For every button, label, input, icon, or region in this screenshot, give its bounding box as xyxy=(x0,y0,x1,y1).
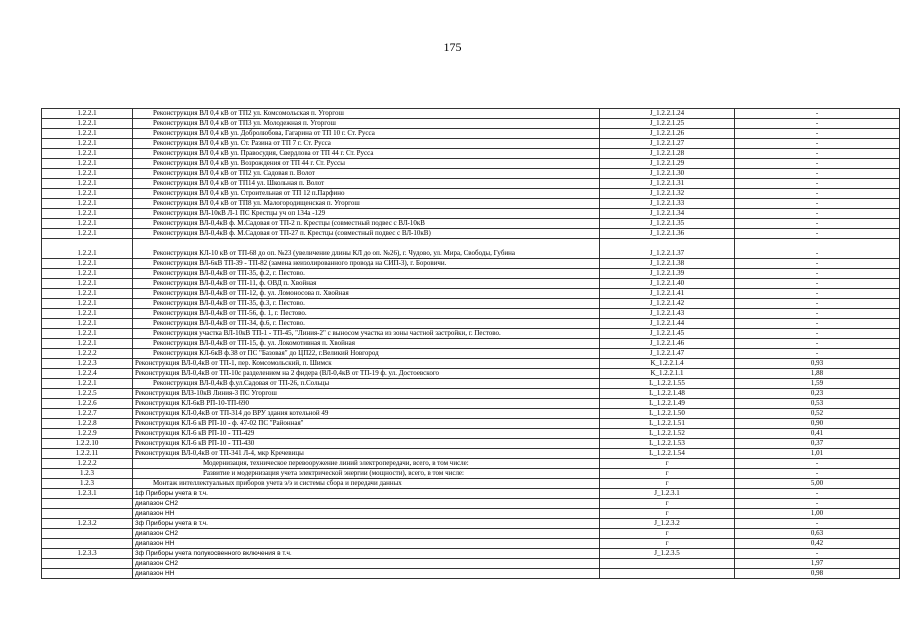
row-value: - xyxy=(735,469,900,479)
row-code: J_1.2.3.1 xyxy=(600,489,735,499)
row-number: 1.2.2.1 xyxy=(42,379,133,389)
row-value: 0,63 xyxy=(735,529,900,539)
row-number: 1.2.2.1 xyxy=(42,149,133,159)
row-name: Реконструкция ВЛ 0,4 кВ от ТП2 ул. Садовая п. Волот xyxy=(133,169,600,179)
table-row xyxy=(42,349,900,359)
row-number: 1.2.2.1 xyxy=(42,319,133,329)
row-name: диапазон СН2 xyxy=(133,529,600,539)
row-number: 1.2.2.5 xyxy=(42,389,133,399)
row-code: г xyxy=(600,459,735,469)
row-number: 1.2.2.1 xyxy=(42,219,133,229)
row-name: Реконструкция ВЛЗ-10кВ Линия-3 ПС Угоргош xyxy=(133,389,600,399)
table-row xyxy=(42,199,900,209)
row-code: J_1.2.2.1.46 xyxy=(600,339,735,349)
row-number: 1.2.2.1 xyxy=(42,209,133,219)
row-name: 3ф Приборы учета в т.ч. xyxy=(133,519,600,529)
table-row xyxy=(42,299,900,309)
row-code: J_1.2.2.1.47 xyxy=(600,349,735,359)
row-number: 1.2.3.2 xyxy=(42,519,133,529)
row-value: - xyxy=(735,219,900,229)
row-value: - xyxy=(735,149,900,159)
row-code: L_1.2.2.1.51 xyxy=(600,419,735,429)
table-row xyxy=(42,219,900,229)
row-name: Реконструкция КЛ-10 кВ от ТП-68 до оп. №23 (увеличение длины КЛ до оп. №26), г. Чудово, ул. Мира, Свободы, Губина xyxy=(133,239,600,259)
row-name: Реконструкция КЛ-6 кВ РП-10 - ТП-430 xyxy=(133,439,600,449)
row-code: г xyxy=(600,509,735,519)
row-name: Реконструкция КЛ-6 кВ РП-10 - ТП-429 xyxy=(133,429,600,439)
row-name: Реконструкция ВЛ-0,4кВ от ТП-15, ф. ул. Локомотивная п. Хвойная xyxy=(133,339,600,349)
row-code: г xyxy=(600,479,735,489)
row-code: J_1.2.2.1.32 xyxy=(600,189,735,199)
row-name: диапазон СН2 xyxy=(133,559,600,569)
row-name: 3ф Приборы учета полукосвенного включения в т.ч. xyxy=(133,549,600,559)
table-row xyxy=(42,289,900,299)
table-row xyxy=(42,189,900,199)
row-value: - xyxy=(735,309,900,319)
row-number xyxy=(42,559,133,569)
table-row xyxy=(42,489,900,499)
row-value: - xyxy=(735,209,900,219)
row-code: г xyxy=(600,539,735,549)
row-name: Реконструкция ВЛ-0,4кВ ф. М.Садовая от ТП-27 п. Крестцы (совместный подвес с ВЛ-10кВ) xyxy=(133,229,600,239)
row-number: 1.2.3 xyxy=(42,469,133,479)
table-row xyxy=(42,559,900,569)
row-code: J_1.2.2.1.41 xyxy=(600,289,735,299)
row-value: 1,59 xyxy=(735,379,900,389)
table-row xyxy=(42,209,900,219)
row-code: K_1.2.2.1.1 xyxy=(600,369,735,379)
row-value: - xyxy=(735,459,900,469)
row-name: 1ф Приборы учета в т.ч. xyxy=(133,489,600,499)
row-number: 1.2.2.3 xyxy=(42,359,133,369)
row-number: 1.2.2.1 xyxy=(42,119,133,129)
row-number: 1.2.3 xyxy=(42,479,133,489)
row-code: J_1.2.2.1.29 xyxy=(600,159,735,169)
row-name: Реконструкция ВЛ 0,4 кВ от ТП8 ул. Малогородищенская п. Угоргош xyxy=(133,199,600,209)
row-name: Реконструкция ВЛ-0,4кВ от ТП-34, ф.6, г. Пестово. xyxy=(133,319,600,329)
table-row xyxy=(42,509,900,519)
row-value: - xyxy=(735,279,900,289)
table-row xyxy=(42,449,900,459)
row-name: диапазон НН xyxy=(133,539,600,549)
row-value: 5,00 xyxy=(735,479,900,489)
row-name: Реконструкция ВЛ 0,4 кВ от ТП2 ул. Комсомольская п. Угоргош xyxy=(133,109,600,119)
row-code xyxy=(600,559,735,569)
row-name: Реконструкция ВЛ 0,4 кВ ул. Возрождения от ТП 44 г. Ст. Руссы xyxy=(133,159,600,169)
row-name: Реконструкция КЛ-6кВ РП-10-ТП-690 xyxy=(133,399,600,409)
row-code: J_1.2.2.1.42 xyxy=(600,299,735,309)
row-value: 0,53 xyxy=(735,399,900,409)
table-row xyxy=(42,239,900,259)
row-value: - xyxy=(735,329,900,339)
row-name: Реконструкция ВЛ-0,4кВ ф. М.Садовая от ТП-2 п. Крестцы (совместный подвес с ВЛ-10кВ xyxy=(133,219,600,229)
row-name: Реконструкция ВЛ-0,4кВ от ТП-35, ф.2, г. Пестово. xyxy=(133,269,600,279)
row-name: Развитие и модернизация учета электрической энергии (мощности), всего, в том числе: xyxy=(133,469,600,479)
row-number: 1.2.3.1 xyxy=(42,489,133,499)
row-name: Реконструкция ВЛ 0,4 кВ ул. Строительная от ТП 12 п.Парфино xyxy=(133,189,600,199)
table-row xyxy=(42,319,900,329)
row-value: - xyxy=(735,339,900,349)
row-number: 1.2.2.1 xyxy=(42,189,133,199)
row-value: - xyxy=(735,159,900,169)
table-row xyxy=(42,439,900,449)
row-code: J_1.2.2.1.43 xyxy=(600,309,735,319)
row-value: - xyxy=(735,139,900,149)
table-row xyxy=(42,499,900,509)
table-row xyxy=(42,539,900,549)
row-value: 0,42 xyxy=(735,539,900,549)
row-code: г xyxy=(600,469,735,479)
row-number xyxy=(42,529,133,539)
row-name: Реконструкция ВЛ-0,4кВ от ТП-35, ф.3, г. Пестово. xyxy=(133,299,600,309)
row-value: 0,52 xyxy=(735,409,900,419)
table-row xyxy=(42,419,900,429)
table-row xyxy=(42,139,900,149)
row-value: - xyxy=(735,129,900,139)
row-number: 1.2.2.1 xyxy=(42,259,133,269)
row-value: 0,98 xyxy=(735,569,900,579)
row-name: Реконструкция ВЛ-0,4кВ от ТП-56, ф. 1, г. Пестово. xyxy=(133,309,600,319)
row-code: J_1.2.2.1.45 xyxy=(600,329,735,339)
row-number: 1.2.2.1 xyxy=(42,299,133,309)
table-row xyxy=(42,169,900,179)
table-row xyxy=(42,479,900,489)
investment-table xyxy=(41,108,900,579)
table-row xyxy=(42,339,900,349)
table-row xyxy=(42,569,900,579)
row-number: 1.2.2.1 xyxy=(42,159,133,169)
table-row xyxy=(42,519,900,529)
row-value: - xyxy=(735,319,900,329)
table-row xyxy=(42,309,900,319)
table-row xyxy=(42,469,900,479)
table-row xyxy=(42,409,900,419)
row-number: 1.2.2.2 xyxy=(42,349,133,359)
row-code: J_1.2.3.5 xyxy=(600,549,735,559)
table-row xyxy=(42,119,900,129)
row-number: 1.2.2.1 xyxy=(42,109,133,119)
row-value: 0,37 xyxy=(735,439,900,449)
row-code: L_1.2.2.1.48 xyxy=(600,389,735,399)
row-name: Реконструкция ВЛ 0,4 кВ от ТП3 ул. Молодежная п. Угоргош xyxy=(133,119,600,129)
row-name: Реконструкция КЛ-0,4кВ от ТП-314 до ВРУ здания котельной 49 xyxy=(133,409,600,419)
row-number: 1.2.2.1 xyxy=(42,139,133,149)
row-name: диапазон НН xyxy=(133,569,600,579)
row-number: 1.2.3.3 xyxy=(42,549,133,559)
row-name: Модернизация, техническое перевооружение линий электропередачи, всего, в том числе: xyxy=(133,459,600,469)
row-value: - xyxy=(735,519,900,529)
row-value: 0,41 xyxy=(735,429,900,439)
row-value: - xyxy=(735,189,900,199)
row-number: 1.2.2.9 xyxy=(42,429,133,439)
row-value: - xyxy=(735,349,900,359)
row-value: 0,23 xyxy=(735,389,900,399)
table-body xyxy=(42,109,900,579)
row-code: L_1.2.2.1.53 xyxy=(600,439,735,449)
row-name: Реконструкция участка ВЛ-10кВ ТП-1 - ТП-45, "Линия-2" с выносом участка из зоны частной застройки, г. Пестово. xyxy=(133,329,600,339)
row-code: J_1.2.2.1.37 xyxy=(600,239,735,259)
table-row xyxy=(42,149,900,159)
row-number: 1.2.2.6 xyxy=(42,399,133,409)
row-number xyxy=(42,569,133,579)
row-code: J_1.2.2.1.27 xyxy=(600,139,735,149)
row-number: 1.2.2.1 xyxy=(42,169,133,179)
table-row xyxy=(42,399,900,409)
row-code: L_1.2.2.1.49 xyxy=(600,399,735,409)
table-row xyxy=(42,379,900,389)
row-number: 1.2.2.2 xyxy=(42,459,133,469)
row-number: 1.2.2.1 xyxy=(42,289,133,299)
row-code: J_1.2.2.1.24 xyxy=(600,109,735,119)
row-code xyxy=(600,569,735,579)
row-code: J_1.2.2.1.25 xyxy=(600,119,735,129)
row-value: - xyxy=(735,269,900,279)
row-code: г xyxy=(600,529,735,539)
row-number: 1.2.2.8 xyxy=(42,419,133,429)
row-code: J_1.2.3.2 xyxy=(600,519,735,529)
row-name: Реконструкция ВЛ-10кВ Л-1 ПС Крестцы уч оп 134а -129 xyxy=(133,209,600,219)
table-row xyxy=(42,159,900,169)
row-value: - xyxy=(735,489,900,499)
row-code: J_1.2.2.1.40 xyxy=(600,279,735,289)
row-number: 1.2.2.1 xyxy=(42,309,133,319)
row-name: Реконструкция ВЛ-0,4кВ от ТП-1, пер. Комсомольский, п. Шимск xyxy=(133,359,600,369)
table-row xyxy=(42,529,900,539)
row-code: J_1.2.2.1.33 xyxy=(600,199,735,209)
row-value: - xyxy=(735,169,900,179)
row-code: J_1.2.2.1.31 xyxy=(600,179,735,189)
row-code: K_1.2.2.1.4 xyxy=(600,359,735,369)
page-number: 175 xyxy=(443,40,462,54)
row-number: 1.2.2.11 xyxy=(42,449,133,459)
table-row xyxy=(42,429,900,439)
row-name: Реконструкция ВЛ 0,4 кВ от ТП14 ул. Школьная п. Волот xyxy=(133,179,600,189)
row-code: J_1.2.2.1.36 xyxy=(600,229,735,239)
row-number xyxy=(42,539,133,549)
row-value: - xyxy=(735,109,900,119)
row-code: J_1.2.2.1.28 xyxy=(600,149,735,159)
row-value: - xyxy=(735,229,900,239)
row-number: 1.2.2.4 xyxy=(42,369,133,379)
row-name: Реконструкция КЛ-6 кВ РП-10 - ф. 47-02 ПС "Районная" xyxy=(133,419,600,429)
row-code: J_1.2.2.1.44 xyxy=(600,319,735,329)
row-code: J_1.2.2.1.34 xyxy=(600,209,735,219)
row-value: - xyxy=(735,199,900,209)
row-number: 1.2.2.1 xyxy=(42,129,133,139)
row-value: - xyxy=(735,179,900,189)
row-code: J_1.2.2.1.35 xyxy=(600,219,735,229)
row-number xyxy=(42,509,133,519)
table-row xyxy=(42,329,900,339)
row-number: 1.2.2.1 xyxy=(42,239,133,259)
row-value: - xyxy=(735,289,900,299)
row-name: Реконструкция ВЛ 0,4 кВ ул. Ст. Разина от ТП 7 г. Ст. Русса xyxy=(133,139,600,149)
row-code: J_1.2.2.1.39 xyxy=(600,269,735,279)
row-code: L_1.2.2.1.52 xyxy=(600,429,735,439)
row-name: Реконструкция ВЛ 0,4 кВ ул. Добролюбова, Гагарина от ТП 10 г. Ст. Русса xyxy=(133,129,600,139)
row-value: 1,88 xyxy=(735,369,900,379)
row-code: J_1.2.2.1.30 xyxy=(600,169,735,179)
row-name: Реконструкция ВЛ-0,4кВ от ТП-341 Л-4, мкр Кречевицы xyxy=(133,449,600,459)
row-value: 1,97 xyxy=(735,559,900,569)
row-value: - xyxy=(735,259,900,269)
row-code: L_1.2.2.1.50 xyxy=(600,409,735,419)
row-number: 1.2.2.1 xyxy=(42,229,133,239)
row-number: 1.2.2.7 xyxy=(42,409,133,419)
row-name: Реконструкция КЛ-6кВ ф.38 от ПС "Базовая" до ЦП22, г.Великий Новгород xyxy=(133,349,600,359)
row-value: - xyxy=(735,119,900,129)
row-value: 0,93 xyxy=(735,359,900,369)
table-row xyxy=(42,179,900,189)
row-name: диапазон НН xyxy=(133,509,600,519)
row-name: Реконструкция ВЛ 0,4 кВ ул. Правосудия, Свердлова от ТП 44 г. Ст. Русса xyxy=(133,149,600,159)
row-number: 1.2.2.1 xyxy=(42,329,133,339)
table-row xyxy=(42,279,900,289)
row-name: Реконструкция ВЛ-6кВ ТП-39 - ТП-82 (замена неизолированного провода на СИП-3), г. Боровичи. xyxy=(133,259,600,269)
row-number: 1.2.2.1 xyxy=(42,199,133,209)
row-number: 1.2.2.1 xyxy=(42,269,133,279)
table-row xyxy=(42,549,900,559)
table-row xyxy=(42,369,900,379)
row-code: L_1.2.2.1.55 xyxy=(600,379,735,389)
table-row xyxy=(42,129,900,139)
row-value: 1,00 xyxy=(735,509,900,519)
table-row xyxy=(42,109,900,119)
row-value: 0,90 xyxy=(735,419,900,429)
row-code: L_1.2.2.1.54 xyxy=(600,449,735,459)
table-row xyxy=(42,359,900,369)
row-code: г xyxy=(600,499,735,509)
row-value: 1,01 xyxy=(735,449,900,459)
table-row xyxy=(42,229,900,239)
row-code: J_1.2.2.1.38 xyxy=(600,259,735,269)
table-row xyxy=(42,259,900,269)
row-value: - xyxy=(735,299,900,309)
row-number: 1.2.2.1 xyxy=(42,179,133,189)
table-row xyxy=(42,389,900,399)
table-row xyxy=(42,459,900,469)
table-row xyxy=(42,269,900,279)
row-value: - xyxy=(735,239,900,259)
row-name: Реконструкция ВЛ-0,4кВ от ТП-11, ф. ОВД п. Хвойная xyxy=(133,279,600,289)
row-name: Реконструкция ВЛ-0,4кВ от ТП-12, ф. ул. Ломоносова п. Хвойная xyxy=(133,289,600,299)
row-name: Реконструкция ВЛ-0,4кВ ф.ул.Садовая от ТП-26, п.Сольцы xyxy=(133,379,600,389)
row-value: - xyxy=(735,549,900,559)
row-name: диапазон СН2 xyxy=(133,499,600,509)
row-number: 1.2.2.1 xyxy=(42,279,133,289)
row-number xyxy=(42,499,133,509)
row-name: Реконструкция ВЛ-0,4кВ от ТП-10с разделением на 2 фидера (ВЛ-0,4кВ от ТП-19 ф. ул. Достоевского xyxy=(133,369,600,379)
row-value: - xyxy=(735,499,900,509)
row-name: Монтаж интеллектуальных приборов учета э/э и системы сбора и передачи данных xyxy=(133,479,600,489)
row-number: 1.2.2.1 xyxy=(42,339,133,349)
row-number: 1.2.2.10 xyxy=(42,439,133,449)
row-code: J_1.2.2.1.26 xyxy=(600,129,735,139)
